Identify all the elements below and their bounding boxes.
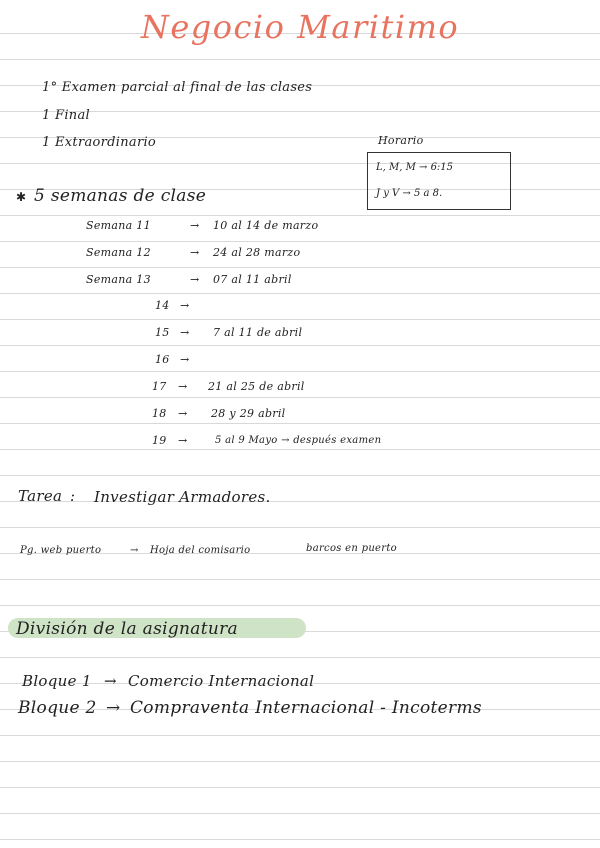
schedule-week: Semana 13 [86, 273, 151, 286]
arrow-icon: → [190, 273, 200, 286]
semanas-header: 5 semanas de clase [34, 186, 207, 206]
schedule-dates: 21 al 25 de abril [208, 380, 305, 393]
schedule-dates: 07 al 11 abril [213, 273, 292, 286]
web-note-target: Hoja del comisario [150, 545, 251, 556]
tarea-label: Tarea [18, 487, 63, 505]
schedule-week: 18 [152, 407, 167, 420]
star-icon: ✱ [16, 190, 27, 204]
schedule-week: 16 [155, 353, 170, 366]
arrow-icon: → [106, 698, 121, 718]
schedule-week: 17 [152, 380, 167, 393]
arrow-icon: → [104, 672, 117, 690]
horario-label: Horario [378, 134, 424, 147]
schedule-dates: 24 al 28 marzo [213, 246, 301, 259]
schedule-dates: 28 y 29 abril [211, 407, 286, 420]
exam-item-extraordinario: 1 Extraordinario [42, 135, 157, 150]
arrow-icon: → [178, 434, 188, 447]
schedule-week: 14 [155, 299, 170, 312]
arrow-icon: → [190, 246, 200, 259]
arrow-icon: → [180, 326, 190, 339]
schedule-dates: 7 al 11 de abril [213, 326, 303, 339]
web-note-extra: barcos en puerto [306, 543, 397, 554]
bloque-topic: Comercio Internacional [128, 672, 315, 690]
arrow-icon: → [180, 353, 190, 366]
arrow-icon: → [178, 407, 188, 420]
horario-row: J y V → 5 a 8. [376, 188, 443, 199]
bloque-topic: Compraventa Internacional - Incoterms [130, 698, 482, 718]
exam-item-parcial: 1° Examen parcial al final de las clases [42, 80, 313, 95]
schedule-week: 19 [152, 434, 167, 447]
horario-box [367, 152, 511, 210]
exam-item-final: 1 Final [42, 108, 90, 123]
arrow-icon: → [180, 299, 190, 312]
arrow-icon: → [178, 380, 188, 393]
tarea-text: Investigar Armadores. [94, 488, 271, 506]
schedule-dates: 10 al 14 de marzo [213, 219, 319, 232]
page-title: Negocio Maritimo [140, 8, 460, 46]
arrow-icon: → [190, 219, 200, 232]
schedule-week: 15 [155, 326, 170, 339]
colon: : [70, 487, 76, 505]
bloque-label: Bloque 1 [22, 672, 92, 690]
horario-row: L, M, M → 6:15 [376, 162, 454, 173]
schedule-week: Semana 12 [86, 246, 151, 259]
bloque-label: Bloque 2 [18, 698, 97, 718]
arrow-icon: → [130, 545, 139, 556]
division-header: División de la asignatura [16, 619, 238, 639]
schedule-dates: 5 al 9 Mayo → después examen [215, 435, 382, 446]
web-note-source: Pg. web puerto [20, 545, 102, 556]
schedule-week: Semana 11 [86, 219, 151, 232]
